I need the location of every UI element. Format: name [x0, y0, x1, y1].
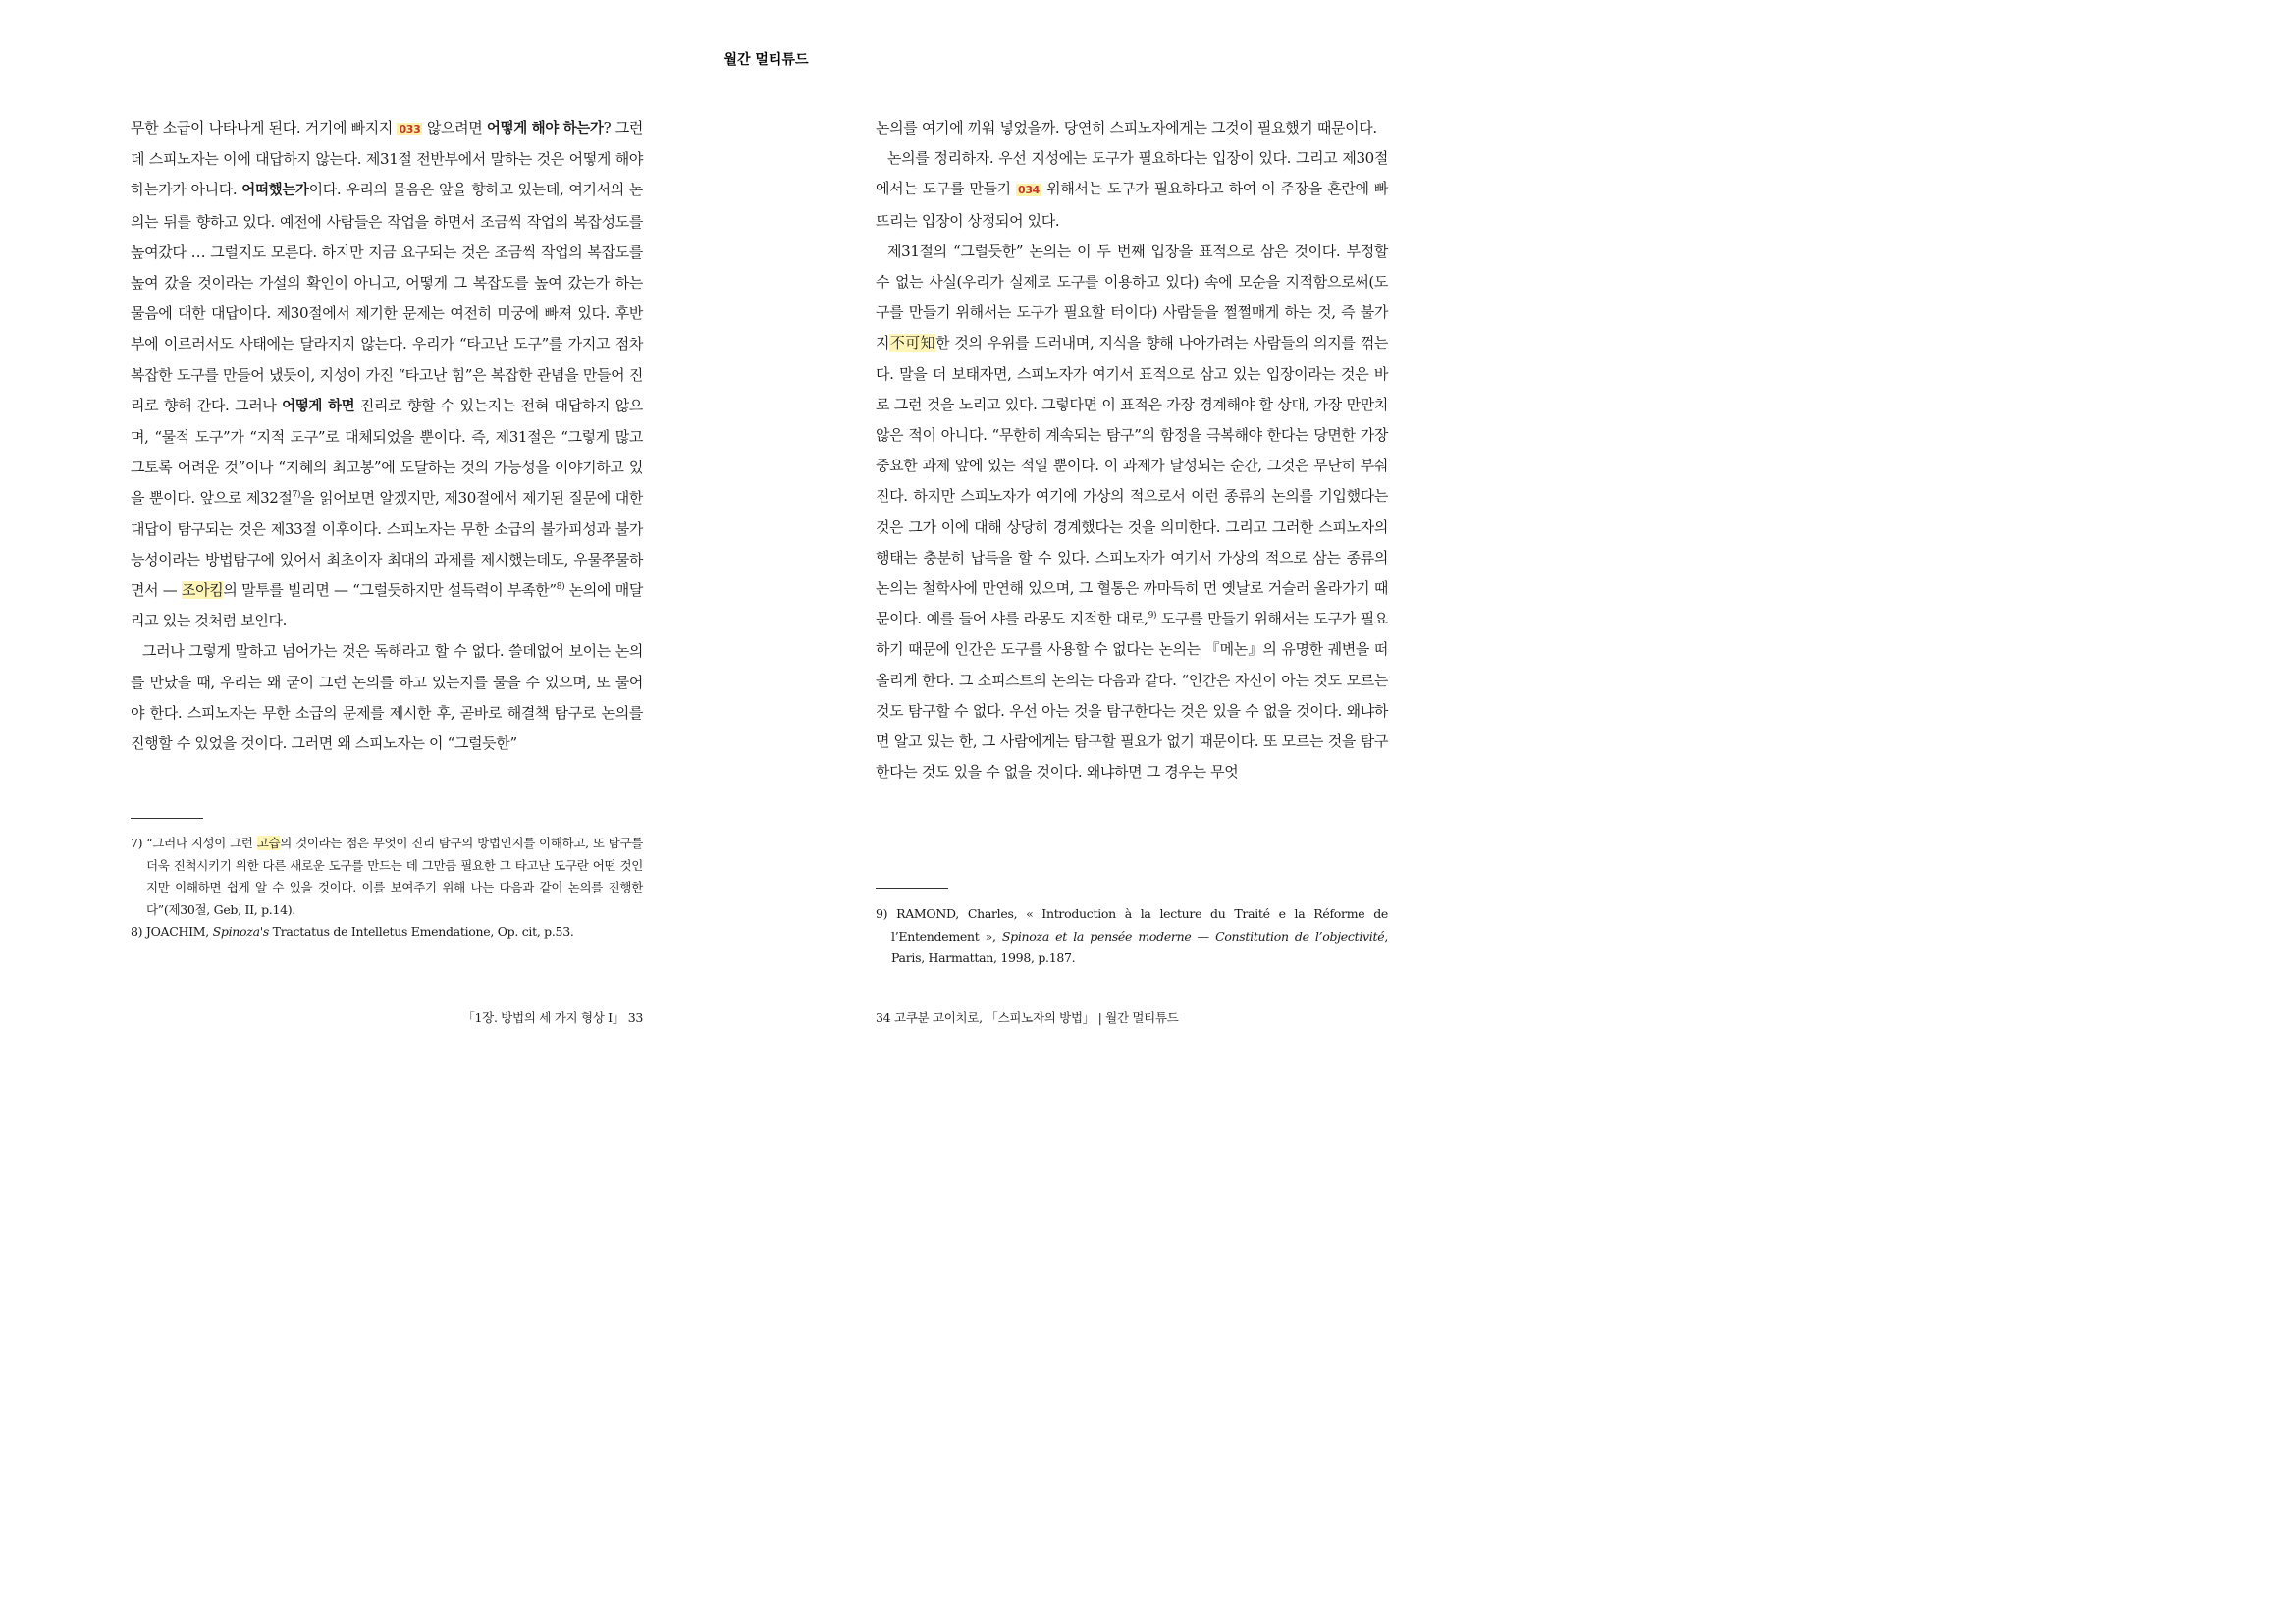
- footnote-9: [876, 903, 1388, 970]
- text-run: 제31절의 “그럴듯한” 논의는 이 두 번째 입장을 표적으로 삼은 것이다. 부정할 수 없는 사실(우리가 실제로 도구를 이용하고 있다) 속에 모순을 지적함으로써(도구를 만들기 위해서는 도구가 필요할 터이다) 사람들을 쩔쩔매게 하는 것, 즉 불가지: [876, 242, 1388, 352]
- footnote-7: [131, 833, 643, 921]
- left-footnotes: [131, 833, 643, 944]
- text-run: , Paris, Harmattan, 1998, p.187.: [891, 928, 1388, 965]
- text-run: 7) “그러나 지성이 그런: [131, 836, 257, 850]
- text-run: ? 그런데 스피노자는 이에 대답하지 않는다. 제31절 전반부에서 말하는 것은 어떻게 해야 하는가가 아니다.: [131, 119, 644, 199]
- text-run: 8) JOACHIM,: [131, 924, 213, 939]
- footnote-ref-8: 8): [556, 582, 565, 593]
- right-paragraph-2: [876, 143, 1388, 237]
- text-run: 이다. 우리의 물음은 앞을 향하고 있는데, 여기서의 논의는 뒤를 향하고 있다. 예전에 사람들은 작업을 하면서 조금씩 작업의 복잡성도를 높여갔다 … 그럴지도 모른다. 하지만 지금 요구되는 것은 조금씩 작업의 복잡도를 높여 갔을 것이라는 가설의 확인이 아니고, 어떻게 그 복잡도를 높여 갔는가 하는 물음에 대한 대답이다. 제30절에서 제기한 문제는 여전히 미궁에 빠져 있다. 후반부에 이르러서도 사태에는 달라지지 않는다. 우리가 “타고난 도구”를 가지고 점차 복잡한 도구를 만들어 냈듯이, 지성이 가진 “타고난 힘”은 복잡한 관념을 만들어 진리로 향해 간다. 그러나: [131, 181, 643, 414]
- highlighted-term: 不可知: [889, 334, 936, 352]
- italic-title: Spinoza's: [212, 924, 269, 939]
- highlighted-term: 고습: [256, 836, 281, 850]
- text-run: 않으려면: [422, 119, 487, 136]
- footnote-8: [131, 921, 643, 944]
- right-paragraph-1: 논의를 여기에 끼워 넣었을까. 당연히 스피노자에게는 그것이 필요했기 때문이다.: [876, 119, 1377, 136]
- left-paragraph-2: 그러나 그렇게 말하고 넘어가는 것은 독해라고 할 수 없다. 쓸데없어 보이는 논의를 만났을 때, 우리는 왜 굳이 그런 논의를 하고 있는지를 물을 수 있으며, 또 물어야 한다. 스피노자는 무한 소급의 문제를 제시한 후, 곧바로 해결책 탐구로 논의를 진행할 수 있었을 것이다. 그러면 왜 스피노자는 이 “그럴듯한”: [131, 642, 643, 753]
- right-page-folio: 34 고쿠분 고이치로, 「스피노자의 방법」 | 월간 멀티튜드: [876, 1010, 1179, 1025]
- text-run: 위해서는 도구가 필요하다고 하여 이 주장을 혼란에 빠뜨리는 입장이 상정되어 있다.: [876, 180, 1389, 230]
- text-run: 한 것의 우위를 드러내며, 지식을 향해 나아가려는 사람들의 의지를 꺾는다. 말을 더 보태자면, 스피노자가 여기서 표적으로 삼고 있는 입장이라는 것은 바로 그런 것을 노리고 있다. 그렇다면 이 표적은 가장 경계해야 할 상대, 가장 만만치 않은 적이 아니다. “무한히 계속되는 탐구”의 함정을 극복해야 한다는 당면한 가장 중요한 과제 앞에 있는 적일 뿐이다. 이 과제가 달성되는 순간, 그것은 무난히 부숴진다. 하지만 스피노자가 여기에 가상의 적으로서 이런 종류의 논의를 기입했다는 것은 그가 이에 대해 상당히 경계했다는 것을 의미한다. 그리고 그러한 스피노자의 행태는 충분히 납득을 할 수 있다. 스피노자가 여기서 가상의 적으로 삼는 종류의 논의는 철학사에 만연해 있으며, 그 혈통은 까마득히 먼 옛날로 거슬러 올라가기 때문이다. 예를 들어 샤를 라몽도 지적한 대로,: [876, 334, 1388, 628]
- text-run: 9) RAMOND, Charles, « Introduction à la lecture du Traité e la Réforme de l’Entendement »,: [876, 906, 1388, 944]
- left-page-body: [131, 113, 643, 759]
- italic-title: Spinoza et la pensée moderne — Constitution de l’objectivité: [1001, 928, 1385, 944]
- right-page-body: [876, 113, 1388, 787]
- footnote-ref-7: 7): [292, 490, 301, 501]
- footnote-ref-9: 9): [1148, 611, 1157, 622]
- bold-phrase: 어떻게 해야 하는가: [486, 121, 604, 136]
- right-paragraph-3: [876, 237, 1388, 788]
- text-run: Tractatus de Intelletus Emendatione, Op. cit, p.53.: [268, 924, 574, 939]
- running-header: 월간 멀티튜드: [723, 52, 809, 68]
- text-run: 을 읽어보면 알겠지만, 제30절에서 제기된 질문에 대한 대답이 탐구되는 것은 제33절 이후이다. 스피노자는 무한 소급의 불가피성과 불가능성이라는 방법탐구에 있어서 최초이자 최대의 과제를 제시했는데도, 우물쭈물하면서 —: [131, 489, 643, 600]
- text-run: 논의에 매달리고 있는 것처럼 보인다.: [131, 581, 643, 630]
- bold-phrase: 어떻게 하면: [282, 398, 355, 414]
- text-run: 도구를 만들기 위해서는 도구가 필요하기 때문에 인간은 도구를 사용할 수 없다는 논의는 『메논』의 유명한 궤변을 떠올리게 한다. 그 소피스트의 논의는 다음과 같다. “인간은 자신이 아는 것도 모르는 것도 탐구할 수 없다. 우선 아는 것을 탐구한다는 것은 있을 수 없을 것이다. 왜냐하면 알고 있는 한, 그 사람에게는 탐구할 필요가 없기 때문이다. 또 모르는 것을 탐구한다는 것도 있을 수 없을 것이다. 왜냐하면 그 경우는 무엇: [876, 610, 1388, 782]
- highlighted-term: 조아킴: [182, 581, 224, 600]
- text-run: 진리로 향할 수 있는지는 전혀 대답하지 않으며, “물적 도구”가 “지적 도구”로 대체되었을 뿐이다. 즉, 제31절은 “그렇게 많고 그토록 어려운 것”이나 “지혜의 최고봉”에 도달하는 것의 가능성을 이야기하고 있을 뿐이다. 앞으로 제32절: [131, 396, 643, 508]
- right-footnotes: [876, 903, 1388, 970]
- text-run: 논의를 정리하자. 우선 지성에는 도구가 필요하다는 입장이 있다. 그리고 제30절에서는 도구를 만들기: [876, 149, 1388, 198]
- page-marker: 034: [1018, 184, 1040, 197]
- left-paragraph-1: [131, 113, 643, 636]
- page-marker: 033: [399, 123, 421, 135]
- text-run: 의 것이라는 점은 무엇이 진리 탐구의 방법인지를 이해하고, 또 탐구를 더욱 진척시키기 위한 다른 새로운 도구를 만드는 데 그만큼 필요한 그 타고난 도구란 어떤 것인지만 이해하면 쉽게 알 수 있을 것이다. 이를 보여주기 위해 나는 다음과 같이 논의를 진행한다”(제30절, Geb, II, p.14).: [146, 836, 643, 917]
- footnote-divider: [876, 888, 948, 889]
- left-page-folio: 「1장. 방법의 세 가지 형상 I」 33: [462, 1010, 643, 1025]
- footnote-divider: [131, 818, 203, 819]
- bold-phrase: 어떠했는가: [241, 183, 309, 199]
- text-run: 의 말투를 빌리면 — “그럴듯하지만 설득력이 부족한”: [223, 581, 557, 600]
- text-run: 무한 소급이 나타나게 된다. 거기에 빠지지: [131, 119, 398, 136]
